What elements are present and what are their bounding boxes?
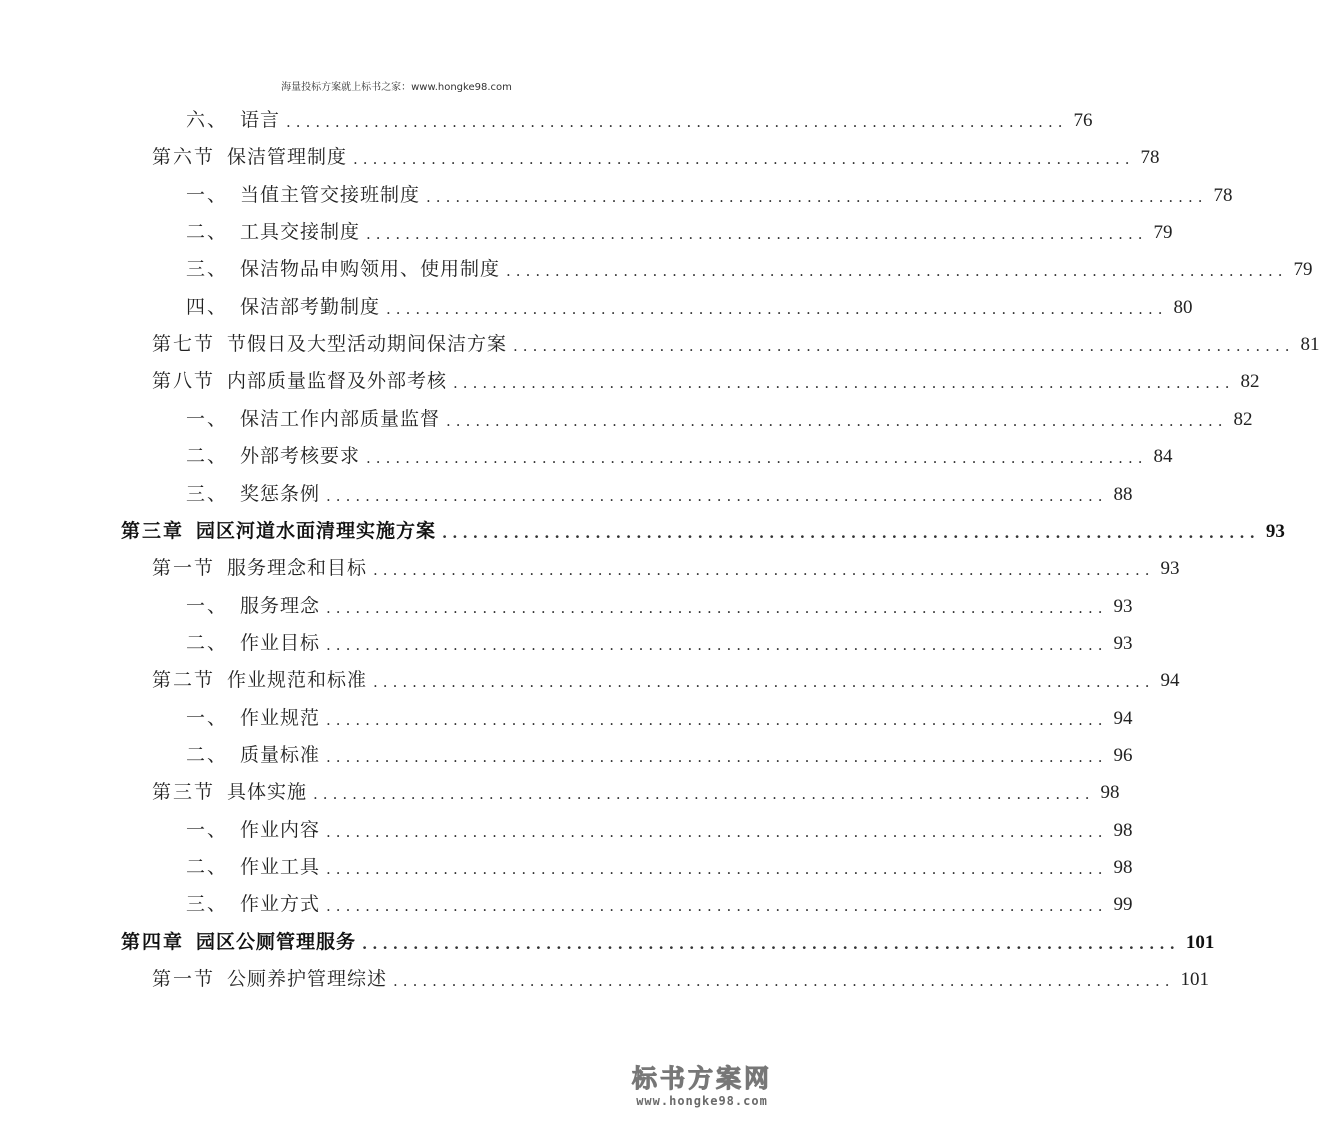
toc-entry-label <box>121 513 436 550</box>
toc-entry-title: 作业内容 <box>240 818 321 841</box>
toc-leader-dots: ................................................................................ <box>446 411 1228 430</box>
toc-entry[interactable] <box>121 924 1215 961</box>
toc-entry-number: 一、 <box>186 594 229 617</box>
toc-entry-number: 二、 <box>186 631 229 654</box>
toc-leader-dots: ................................................................................ <box>442 523 1260 542</box>
toc-entry-title: 作业目标 <box>240 631 321 654</box>
toc-entry-label <box>186 812 320 849</box>
toc-entry[interactable] <box>121 513 1285 550</box>
watermark-logo <box>627 1065 777 1109</box>
toc-entry-title: 公厕养护管理综述 <box>227 968 388 991</box>
toc-entry-title: 质量标准 <box>240 743 321 766</box>
toc-entry-page: 81 <box>1300 334 1319 356</box>
toc-leader-dots: ................................................................................ <box>326 897 1108 916</box>
toc-leader-dots: ................................................................................ <box>326 635 1108 654</box>
toc-entry-page: 82 <box>1240 371 1260 393</box>
toc-entry-page: 84 <box>1153 446 1173 468</box>
toc-entry-title: 工具交接制度 <box>240 221 361 244</box>
toc-leader-dots: ................................................................................ <box>326 822 1108 841</box>
toc-entry-title: 具体实施 <box>227 781 308 804</box>
toc-entry[interactable] <box>186 737 1133 774</box>
toc-entry-label <box>186 214 360 251</box>
toc-leader-dots: ................................................................................ <box>326 598 1108 617</box>
toc-entry-page: 99 <box>1113 894 1133 916</box>
toc-entry-number: 二、 <box>186 856 229 878</box>
toc-entry-page: 96 <box>1113 744 1133 766</box>
toc-entry-label <box>152 662 367 699</box>
toc-entry-number: 第三节 <box>152 781 216 804</box>
toc-entry-title: 保洁部考勤制度 <box>240 295 381 318</box>
toc-entry-page: 88 <box>1113 483 1133 505</box>
toc-entry[interactable] <box>152 662 1180 699</box>
toc-entry-page: 93 <box>1113 632 1133 654</box>
toc-entry-title: 保洁工作内部质量监督 <box>240 407 441 430</box>
toc-entry[interactable] <box>152 774 1120 811</box>
toc-entry-label <box>186 625 320 662</box>
toc-entry-number: 三、 <box>186 258 229 281</box>
toc-entry-number: 第二节 <box>152 669 216 692</box>
toc-leader-dots: ................................................................................ <box>386 299 1168 318</box>
toc-leader-dots: ................................................................................ <box>393 972 1175 991</box>
toc-leader-dots: ................................................................................ <box>506 262 1288 281</box>
toc-entry-label <box>152 550 367 587</box>
toc-entry-page: 101 <box>1180 969 1209 991</box>
toc-entry[interactable] <box>152 326 1319 363</box>
toc-entry-page: 80 <box>1173 296 1193 318</box>
toc-entry[interactable] <box>186 700 1133 737</box>
toc-leader-dots: ................................................................................ <box>326 486 1108 505</box>
toc-entry-number: 一、 <box>186 183 229 206</box>
toc-entry-number: 第一节 <box>152 968 216 991</box>
toc-entry-number: 四、 <box>186 295 229 318</box>
toc-entry-number: 一、 <box>186 706 229 729</box>
toc-entry[interactable] <box>186 588 1133 625</box>
toc-entry-number: 二、 <box>186 221 229 244</box>
toc-entry-label <box>152 326 507 363</box>
toc-entry[interactable] <box>186 849 1133 886</box>
toc-entry-number: 三、 <box>186 482 229 505</box>
toc-entry-number: 第七节 <box>152 333 216 356</box>
toc-entry[interactable] <box>186 438 1173 475</box>
watermark-url: www.hongke98.com <box>636 1094 768 1108</box>
toc-entry[interactable] <box>152 961 1209 998</box>
watermark-brand: 标书方案网 <box>631 1064 772 1093</box>
toc-entry-page: 94 <box>1113 707 1133 729</box>
toc-entry-title: 园区公厕管理服务 <box>196 930 357 953</box>
toc-entry-label <box>186 289 380 326</box>
toc-entry-title: 保洁物品申购领用、使用制度 <box>240 258 501 281</box>
toc-entry-label <box>186 438 360 475</box>
toc-entry-label <box>186 737 320 774</box>
toc-entry-page: 101 <box>1185 931 1215 953</box>
toc-leader-dots: ................................................................................ <box>426 187 1208 206</box>
toc-entry-label <box>186 700 320 737</box>
toc-entry-title: 节假日及大型活动期间保洁方案 <box>227 333 508 356</box>
toc-entry-label <box>152 139 347 176</box>
toc-entry-title: 语言 <box>240 109 281 131</box>
toc-entry[interactable] <box>186 177 1233 214</box>
toc-entry-number: 第三章 <box>121 519 185 542</box>
toc-entry[interactable] <box>186 102 1093 139</box>
toc-leader-dots: ................................................................................ <box>362 934 1180 953</box>
toc-leader-dots: ................................................................................ <box>326 747 1108 766</box>
toc-entry-label <box>152 363 447 400</box>
toc-entry[interactable] <box>186 812 1133 849</box>
toc-entry[interactable] <box>152 139 1160 176</box>
toc-entry-page: 94 <box>1160 670 1180 692</box>
toc-entry-page: 98 <box>1100 782 1120 804</box>
toc-entry-label <box>186 476 320 513</box>
toc-entry[interactable] <box>186 625 1133 662</box>
toc-entry-label <box>186 849 320 886</box>
toc-entry-number: 第六节 <box>152 146 216 169</box>
toc-entry-number: 三、 <box>186 893 229 916</box>
toc-leader-dots: ................................................................................ <box>373 673 1155 692</box>
toc-leader-dots: ................................................................................ <box>286 113 1068 131</box>
toc-leader-dots: ................................................................................ <box>373 561 1155 580</box>
toc-entry[interactable] <box>186 401 1253 438</box>
toc-entry-page: 93 <box>1265 520 1285 542</box>
toc-entry-label <box>121 924 356 961</box>
toc-entry-label <box>152 774 307 811</box>
toc-leader-dots: ................................................................................ <box>366 225 1148 244</box>
toc-entry-page: 93 <box>1160 558 1180 580</box>
page-header: 海量投标方案就上标书之家：www.hongke98.com <box>281 82 512 93</box>
toc-entry-title: 奖惩条例 <box>240 482 321 505</box>
toc-entry-page: 98 <box>1113 819 1133 841</box>
toc-entry-label <box>152 961 387 998</box>
toc-entry-number: 一、 <box>186 818 229 841</box>
toc-leader-dots: ................................................................................ <box>326 710 1108 729</box>
toc-entry-title: 服务理念和目标 <box>227 557 368 580</box>
toc-entry-page: 79 <box>1293 259 1313 281</box>
toc-entry-title: 作业规范和标准 <box>227 669 368 692</box>
toc-entry-number: 一、 <box>186 407 229 430</box>
toc-entry-title: 服务理念 <box>240 594 321 617</box>
toc-entry-label <box>186 177 420 214</box>
toc-entry[interactable] <box>152 363 1260 400</box>
toc-leader-dots: ................................................................................ <box>353 150 1135 169</box>
toc-entry[interactable] <box>186 289 1193 326</box>
toc-entry-number: 第八节 <box>152 370 216 393</box>
toc-leader-dots: ................................................................................ <box>313 785 1095 804</box>
toc-entry-number: 二、 <box>186 743 229 766</box>
toc-entry-label <box>186 251 500 288</box>
toc-leader-dots: ................................................................................ <box>326 860 1108 878</box>
toc-entry-number: 第一节 <box>152 557 216 580</box>
toc-entry-label <box>186 401 440 438</box>
toc-entry-number: 六、 <box>186 109 229 131</box>
toc-entry-title: 外部考核要求 <box>240 445 361 468</box>
toc-entry-title: 当值主管交接班制度 <box>240 183 421 206</box>
toc-entry-page: 78 <box>1213 184 1233 206</box>
toc-leader-dots: ................................................................................ <box>453 374 1235 393</box>
toc-entry-title: 园区河道水面清理实施方案 <box>196 519 437 542</box>
toc-entry-number: 二、 <box>186 445 229 468</box>
toc-entry-page: 78 <box>1140 147 1160 169</box>
toc-leader-dots: ................................................................................ <box>366 449 1148 468</box>
toc-entry-page: 79 <box>1153 222 1173 244</box>
toc-entry-label <box>186 102 280 139</box>
toc-entry-title: 作业工具 <box>240 856 321 878</box>
toc-entry[interactable] <box>186 476 1133 513</box>
toc-entry-page: 98 <box>1113 857 1133 878</box>
toc-entry-number: 第四章 <box>121 930 185 953</box>
toc-entry-title: 作业方式 <box>240 893 321 916</box>
toc-entry-label <box>186 886 320 923</box>
toc-entry-title: 作业规范 <box>240 706 321 729</box>
toc-entry-title: 保洁管理制度 <box>227 146 348 169</box>
toc-entry-page: 82 <box>1233 408 1253 430</box>
toc-entry[interactable] <box>186 251 1313 288</box>
toc-entry[interactable] <box>186 886 1133 923</box>
toc-entry-page: 93 <box>1113 595 1133 617</box>
toc-entry[interactable] <box>186 214 1173 251</box>
toc-entry-label <box>186 588 320 625</box>
toc-leader-dots: ................................................................................ <box>513 337 1295 356</box>
toc-entry[interactable] <box>152 550 1180 587</box>
toc-entry-title: 内部质量监督及外部考核 <box>227 370 448 393</box>
toc-entry-page: 76 <box>1073 110 1093 131</box>
